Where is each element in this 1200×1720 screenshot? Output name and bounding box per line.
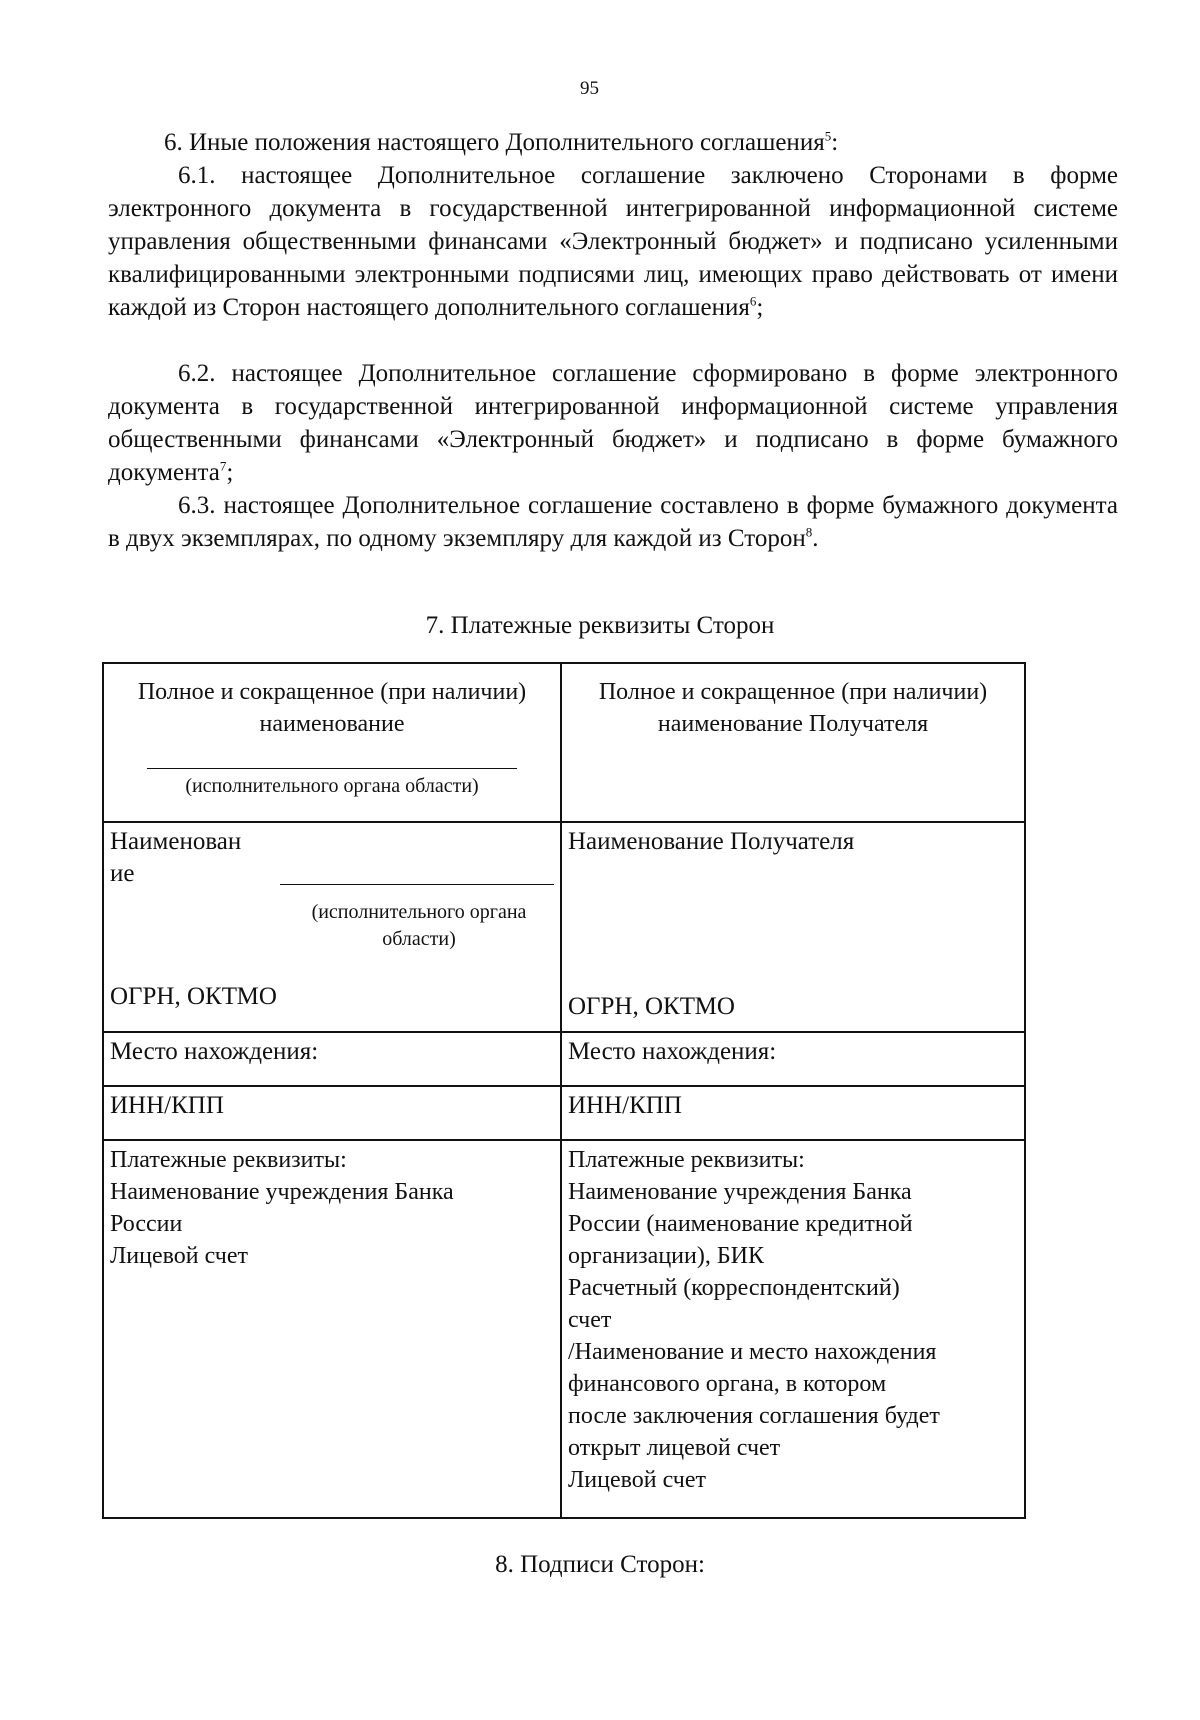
table-header-row [103,663,1025,822]
header-left-blank-line [147,768,517,769]
footnote-ref-8: 8 [805,524,813,540]
paragraph-6-2 [108,357,1118,489]
section-7-title: 7. Платежные реквизиты Сторон [425,612,775,639]
paragraph-6-1-tail: ; [756,294,764,321]
payment-right-line: России (наименование кредитной [568,1211,913,1237]
header-right-cell [561,663,1025,822]
header-right-text: Полное и сокращенное (при наличии) наименование Получателя [598,679,988,737]
table-row-inn [103,1086,1025,1140]
section-6-heading [108,126,1174,159]
ogrn-right: ОГРН, ОКТМО [568,993,735,1020]
payment-right-cell [561,1140,1025,1518]
paragraph-6-3-text: 6.3. настоящее Дополнительное соглашение составлено в форме бумажного документа в двух экземплярах, по одному экземпляру для каждой из Сторон [108,492,1118,552]
payment-right-line: Наименование учреждения Банка [568,1179,912,1205]
name-left-cell [103,822,561,1032]
page-number: 95 [580,78,599,99]
payment-right-line: финансового органа, в котором [568,1371,887,1397]
header-left-caption: (исполнительного органа области) [185,775,479,797]
paragraph-6-2-text: 6.2. настоящее Дополнительное соглашение сформировано в форме электронного документа в государственной интегрированной информационной системе управления общественными финансами «Электронный бюджет» и подписано в форме бумажного документа [108,360,1118,486]
location-left-cell: Место нахождения: [103,1032,561,1086]
paragraph-6-2-tail: ; [226,459,234,486]
table-row-payment [103,1140,1025,1518]
name-left-blank-line [280,884,554,885]
paragraph-6-1-text: 6.1. настоящее Дополнительное соглашение заключено Сторонами в форме электронного документа в государственной интегрированной информационной системе управления общественными финансами «Электронный бюджет» и подписано усиленными квалифицированными электронными подписями лиц, имеющих право действовать от имени каждой из Сторон настоящего дополнительного соглашения [108,162,1118,321]
payment-left-line: Платежные реквизиты: [110,1147,347,1173]
location-right-cell: Место нахождения: [561,1032,1025,1086]
name-left-caption: (исполнительного органа области) [311,901,527,950]
inn-right-cell: ИНН/КПП [561,1086,1025,1140]
payment-right-line: счет [568,1307,612,1333]
footnote-ref-5: 5 [824,128,832,144]
name-right-cell [561,822,1025,1032]
payment-right-line: Лицевой счет [568,1467,707,1493]
table-row-name [103,822,1025,1032]
payment-left-line: Лицевой счет [110,1243,249,1269]
payment-right-line: Платежные реквизиты: [568,1147,805,1173]
payment-right-line: Расчетный (корреспондентский) [568,1275,900,1301]
payment-left-line: Наименование учреждения Банка [110,1179,454,1205]
paragraph-6-1 [108,159,1118,324]
section-6-heading-text: 6. Иные положения настоящего Дополнительного соглашения [164,129,825,156]
name-left-label-1: Наименован [110,828,242,855]
ogrn-left: ОГРН, ОКТМО [110,983,277,1010]
payment-right-line: организации), БИК [568,1243,764,1269]
paragraph-6-3-tail: . [812,525,819,552]
header-left-cell [103,663,561,822]
heading-tail: : [831,129,839,156]
payment-left-line: России [110,1211,183,1237]
footnote-ref-7: 7 [219,458,227,474]
header-left-text: Полное и сокращенное (при наличии) наименование [137,679,527,737]
payment-right-line: открыт лицевой счет [568,1435,781,1461]
inn-left-cell: ИНН/КПП [103,1086,561,1140]
name-right-label: Наименование Получателя [568,828,855,855]
paragraph-6-3 [108,489,1118,555]
name-left-label-2: ие [110,860,135,887]
payment-right-line: после заключения соглашения будет [568,1403,940,1429]
payment-details-table [102,662,1026,1519]
table-row-location [103,1032,1025,1086]
footnote-ref-6: 6 [749,293,757,309]
section-8-title: 8. Подписи Сторон: [495,1551,705,1578]
payment-left-cell [103,1140,561,1518]
payment-right-line: /Наименование и место нахождения [568,1339,937,1365]
